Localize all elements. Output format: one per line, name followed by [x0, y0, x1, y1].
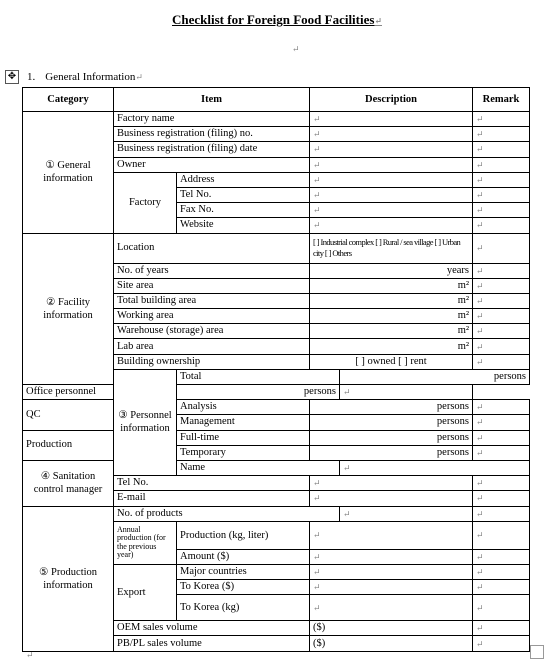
header-item: Item	[114, 88, 310, 112]
desc-site-area[interactable]: m²	[310, 278, 473, 293]
category-general: ① General information	[23, 112, 114, 234]
item-full-time: Full-time	[177, 430, 310, 445]
desc-office[interactable]: persons	[177, 385, 340, 400]
item-to-korea-kg: To Korea (kg)	[177, 595, 310, 621]
item-years: No. of years	[114, 263, 310, 278]
desc-lab-area[interactable]: m²	[310, 339, 473, 354]
desc-cell[interactable]: ↵	[310, 564, 473, 579]
desc-oem[interactable]: ($)	[310, 621, 473, 636]
item-office: Office personnel	[23, 385, 177, 400]
remark-cell[interactable]: ↵	[473, 112, 530, 127]
desc-cell[interactable]: ↵	[310, 491, 473, 506]
desc-cell[interactable]: ↵	[340, 506, 473, 521]
item-business-reg-date: Business registration (filing) date	[114, 142, 310, 157]
item-name: Name	[177, 460, 340, 475]
desc-cell[interactable]: ↵	[310, 580, 473, 595]
table-row	[23, 385, 530, 400]
desc-building-area[interactable]: m²	[310, 293, 473, 308]
remark-cell[interactable]: ↵	[473, 621, 530, 636]
item-ownership: Building ownership	[114, 354, 310, 369]
remark-cell[interactable]: ↵	[473, 142, 530, 157]
remark-cell[interactable]: ↵	[473, 278, 530, 293]
table-row	[23, 506, 530, 521]
remark-cell[interactable]: ↵	[473, 127, 530, 142]
item-total: Total	[177, 369, 340, 384]
item-oem: OEM sales volume	[114, 621, 310, 636]
paragraph-mark: ↵	[26, 650, 34, 660]
desc-management[interactable]: persons	[310, 415, 473, 430]
item-annual-production: Annual production (for the previous year)	[114, 521, 177, 564]
section-heading: ✥ 1. General Information ↵	[5, 70, 143, 84]
document-title: Checklist for Foreign Food Facilities↵	[172, 12, 382, 27]
desc-cell[interactable]: ↵	[310, 203, 473, 218]
table-row	[23, 430, 530, 445]
header-description: Description	[310, 88, 473, 112]
category-facility: ② Facility information	[23, 233, 114, 385]
remark-cell[interactable]: ↵	[473, 580, 530, 595]
table-row	[23, 233, 530, 263]
desc-cell[interactable]: ↵	[310, 142, 473, 157]
desc-ownership[interactable]: [ ] owned [ ] rent	[310, 354, 473, 369]
desc-cell[interactable]: ↵	[310, 112, 473, 127]
item-lab-area: Lab area	[114, 339, 310, 354]
remark-cell[interactable]: ↵	[473, 521, 530, 549]
remark-cell[interactable]: ↵	[473, 263, 530, 278]
table-move-icon[interactable]: ✥	[5, 70, 19, 84]
item-production-staff: Production	[23, 430, 114, 460]
desc-analysis[interactable]: persons	[310, 400, 473, 415]
desc-location[interactable]: [ ] Industrial complex [ ] Rural / sea village [ ] Urban city [ ] Others	[310, 233, 473, 263]
header-row	[23, 88, 530, 112]
remark-cell[interactable]: ↵	[473, 491, 530, 506]
desc-temporary[interactable]: persons	[310, 445, 473, 460]
item-fax: Fax No.	[177, 203, 310, 218]
desc-cell[interactable]: ↵	[340, 460, 530, 475]
remark-cell[interactable]: ↵	[473, 400, 530, 415]
item-address: Address	[177, 172, 310, 187]
remark-cell[interactable]: ↵	[473, 445, 530, 460]
item-warehouse-area: Warehouse (storage) area	[114, 324, 310, 339]
desc-full-time[interactable]: persons	[310, 430, 473, 445]
desc-cell[interactable]: ↵	[310, 172, 473, 187]
desc-cell[interactable]: ↵	[310, 476, 473, 491]
item-temporary: Temporary	[177, 445, 310, 460]
header-category: Category	[23, 88, 114, 112]
remark-cell[interactable]: ↵	[473, 506, 530, 521]
item-location: Location	[114, 233, 310, 263]
item-factory: Factory	[114, 172, 177, 233]
desc-cell[interactable]: ↵	[310, 127, 473, 142]
remark-cell[interactable]: ↵	[473, 636, 530, 651]
remark-cell[interactable]: ↵	[473, 354, 530, 369]
item-management: Management	[177, 415, 310, 430]
table-row	[23, 112, 530, 127]
item-owner: Owner	[114, 157, 310, 172]
remark-cell[interactable]: ↵	[473, 595, 530, 621]
item-business-reg: Business registration (filing) no.	[114, 127, 310, 142]
paragraph-mark: ↵	[292, 44, 300, 54]
table-resize-handle[interactable]	[530, 645, 544, 659]
desc-pbpl[interactable]: ($)	[310, 636, 473, 651]
remark-cell[interactable]: ↵	[473, 430, 530, 445]
remark-cell[interactable]: ↵	[473, 293, 530, 308]
remark-cell[interactable]: ↵	[473, 339, 530, 354]
remark-cell[interactable]: ↵	[473, 187, 530, 202]
remark-cell[interactable]: ↵	[473, 218, 530, 233]
remark-cell[interactable]: ↵	[473, 324, 530, 339]
checklist-table	[22, 87, 530, 652]
item-production-kg: Production (kg, liter)	[177, 521, 310, 549]
desc-cell[interactable]: ↵	[310, 218, 473, 233]
desc-cell[interactable]: ↵	[310, 549, 473, 564]
desc-cell[interactable]: ↵	[310, 595, 473, 621]
remark-cell[interactable]: ↵	[340, 385, 473, 400]
category-production: ⑤ Production information	[23, 506, 114, 651]
section-label: General Information	[45, 71, 136, 83]
table-row	[23, 460, 530, 475]
remark-cell[interactable]: ↵	[473, 564, 530, 579]
category-sanitation: ④ Sanitation control manager	[23, 460, 114, 506]
remark-cell[interactable]: ↵	[473, 309, 530, 324]
item-email: E-mail	[114, 491, 310, 506]
item-pbpl: PB/PL sales volume	[114, 636, 310, 651]
item-factory-name: Factory name	[114, 112, 310, 127]
remark-cell[interactable]: ↵	[473, 233, 530, 263]
desc-total[interactable]: persons	[340, 369, 530, 384]
category-personnel: ③ Personnel information	[114, 369, 177, 475]
remark-cell[interactable]: ↵	[473, 549, 530, 564]
item-tel: Tel No.	[177, 187, 310, 202]
item-major-countries: Major countries	[177, 564, 310, 579]
item-qc: QC	[23, 400, 114, 430]
header-remark: Remark	[473, 88, 530, 112]
desc-working-area[interactable]: m²	[310, 309, 473, 324]
item-export: Export	[114, 564, 177, 620]
table-row	[23, 400, 530, 415]
desc-warehouse-area[interactable]: m²	[310, 324, 473, 339]
item-website: Website	[177, 218, 310, 233]
desc-cell[interactable]: ↵	[310, 157, 473, 172]
desc-years[interactable]: years	[310, 263, 473, 278]
item-site-area: Site area	[114, 278, 310, 293]
item-tel: Tel No.	[114, 476, 310, 491]
section-number: 1.	[27, 71, 36, 83]
remark-cell[interactable]: ↵	[473, 203, 530, 218]
desc-cell[interactable]: ↵	[310, 521, 473, 549]
item-building-area: Total building area	[114, 293, 310, 308]
remark-cell[interactable]: ↵	[473, 172, 530, 187]
item-analysis: Analysis	[177, 400, 310, 415]
remark-cell[interactable]: ↵	[473, 476, 530, 491]
item-no-products: No. of products	[114, 506, 340, 521]
item-amount: Amount ($)	[177, 549, 310, 564]
remark-cell[interactable]: ↵	[473, 157, 530, 172]
desc-cell[interactable]: ↵	[310, 187, 473, 202]
remark-cell[interactable]: ↵	[473, 415, 530, 430]
item-to-korea-usd: To Korea ($)	[177, 580, 310, 595]
item-working-area: Working area	[114, 309, 310, 324]
